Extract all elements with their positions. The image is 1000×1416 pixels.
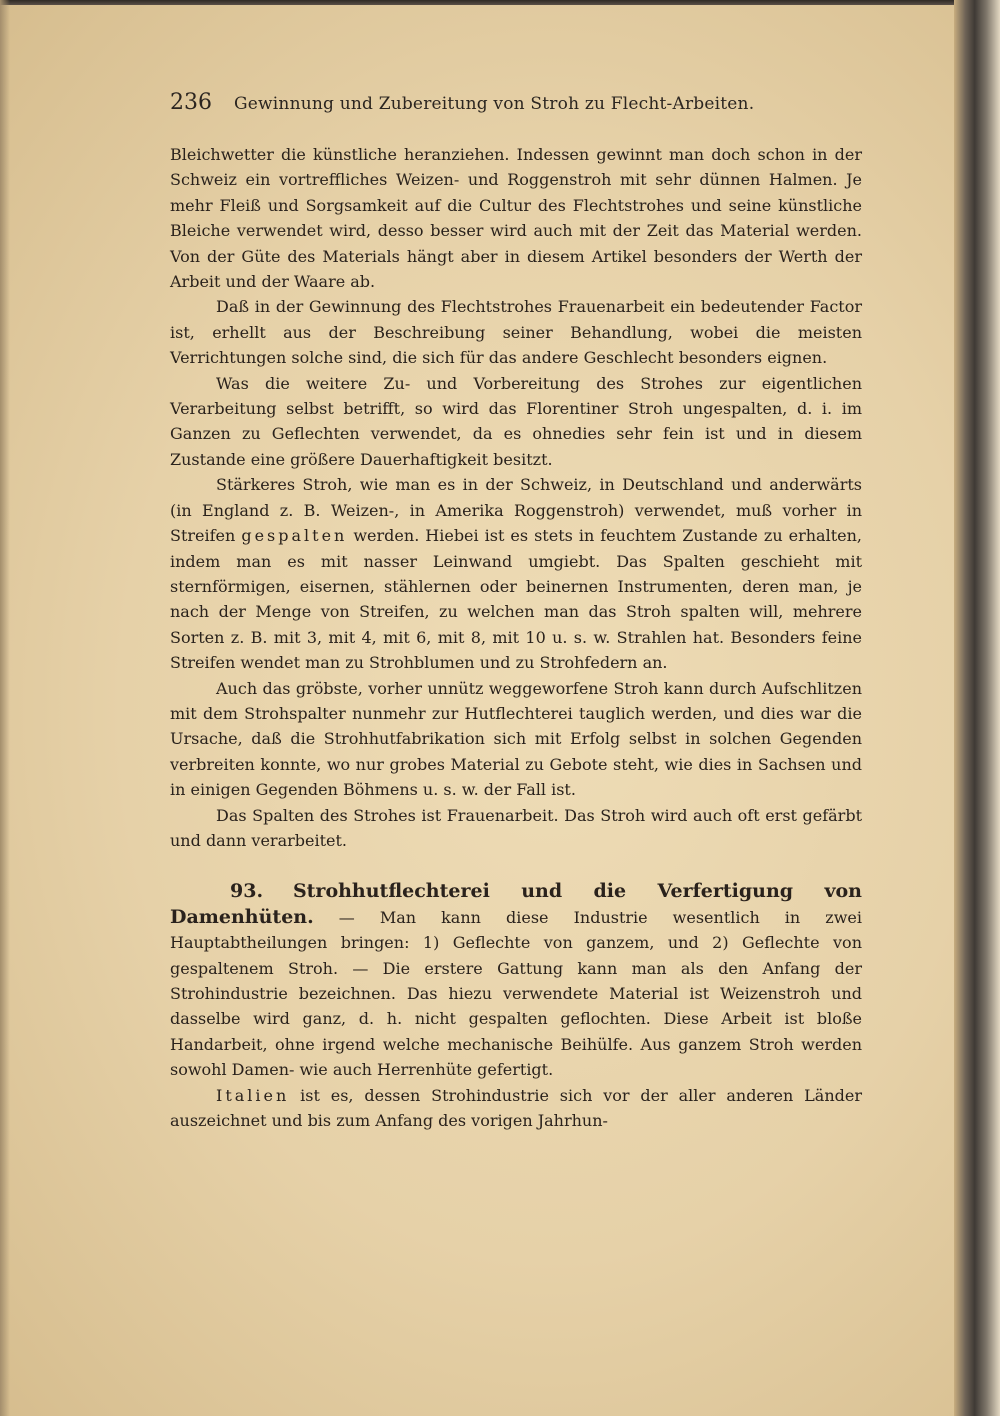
section-title: Strohhutflechterei und die Verfertigung von Damenhüten. <box>170 880 862 928</box>
paragraph: Auch das gröbste, vorher unnütz weggeworfene Stroh kann durch Aufschlitzen mit dem Strohspalter nunmehr zur Hutflechterei tauglich werden, und dies war die Ursache, daß die Strohhutfabrikation sich mit Erfolg selbst in solchen Gegenden verbreiten konnte, wo nur grobes Material zu Gebote steht, wie dies in Sachsen und in einigen Gegenden Böhmens u. s. w. der Fall ist. <box>170 678 862 800</box>
emphasized-word: Italien <box>216 1085 290 1105</box>
emphasized-word: gespalten <box>241 526 348 546</box>
page-header <box>170 90 870 124</box>
paragraph: Daß in der Gewinnung des Flechtstrohes Frauenarbeit ein bedeutender Factor ist, erhellt aus der Beschreibung seiner Behandlung, wobei die meisten Verrichtungen solche sind, die sich für das andere Geschlecht besonders eignen. <box>170 297 862 368</box>
paragraph-text: — Man kann diese Industrie wesentlich in zwei Hauptabtheilungen bringen: 1) Geflechte von ganzem, und 2) Geflechte von gespaltenem Stroh. — Die erstere Gattung kann man als den Anfang der Strohindustrie bezeichnen. Das hiezu verwendete Material ist Weizenstroh und dasselbe wird ganz, d. h. nicht gespalten geflochten. Diese Arbeit ist bloße Handarbeit, ohne irgend welche mechanische Beihülfe. Aus ganzem Stroh werden sowohl Damen- wie auch Herrenhüte gefertigt. <box>170 907 862 1080</box>
page-left-edge <box>0 0 10 1416</box>
paragraph <box>170 472 862 675</box>
paragraph-text: werden. Hiebei ist es stets in feuchtem Zustande zu erhalten, indem man es mit nasser Leinwand umgiebt. Das Spalten geschieht mit sternförmigen, eisernen, stählernen oder beinernen Instrumenten, deren man, je nach der Menge von Streifen, zu welchen man das Stroh spalten will, mehrere Sorten z. B. mit 3, mit 4, mit 6, mit 8, mit 10 u. s. w. Strahlen hat. Besonders feine Streifen wendet man zu Strohblumen und zu Strohfedern an. <box>170 526 863 673</box>
page-number: 236 <box>170 90 212 115</box>
book-spine-edge <box>954 0 1000 1416</box>
paragraph: Was die weitere Zu- und Vorbereitung des Strohes zur eigentlichen Verarbeitung selbst betrifft, so wird das Florentiner Stroh ungespalten, d. i. im Ganzen zu Geflechten verwendet, da es ohnedies sehr fein ist und in diesem Zustande eine größere Dauerhaftigkeit besitzt. <box>170 373 862 469</box>
paragraph <box>170 1083 862 1134</box>
body-text <box>170 142 862 1133</box>
page-top-edge <box>0 0 1000 5</box>
paragraph: Das Spalten des Strohes ist Frauenarbeit. Das Stroh wird auch oft erst gefärbt und dann verarbeitet. <box>170 805 862 850</box>
paragraph-text: Stärkeres Stroh, wie man es in der Schweiz, in Deutschland und anderwärts (in England z. B. Weizen-, in Amerika Roggenstroh) verwendet, muß vorher in Streifen <box>170 475 862 546</box>
section-number: 93. <box>230 880 264 903</box>
running-head: Gewinnung und Zubereitung von Stroh zu Flecht-Arbeiten. <box>234 94 755 114</box>
paragraph-text: ist es, dessen Strohindustrie sich vor der aller anderen Länder auszeichnet und bis zum Anfang des vorigen Jahrhun- <box>170 1085 862 1131</box>
paragraph: Bleichwetter die künstliche heranziehen. Indessen gewinnt man doch schon in der Schweiz ein vortreffliches Weizen- und Roggenstroh mit sehr dünnen Halmen. Je mehr Fleiß und Sorgsamkeit auf die Cultur des Flechtstrohes und seine künstliche Bleiche verwendet wird, desso besser wird auch mit der Zeit das Material werden. Von der Güte des Materials hängt aber in diesem Artikel besonders der Werth der Arbeit und der Waare ab. <box>170 145 862 292</box>
section-paragraph <box>170 879 862 1082</box>
